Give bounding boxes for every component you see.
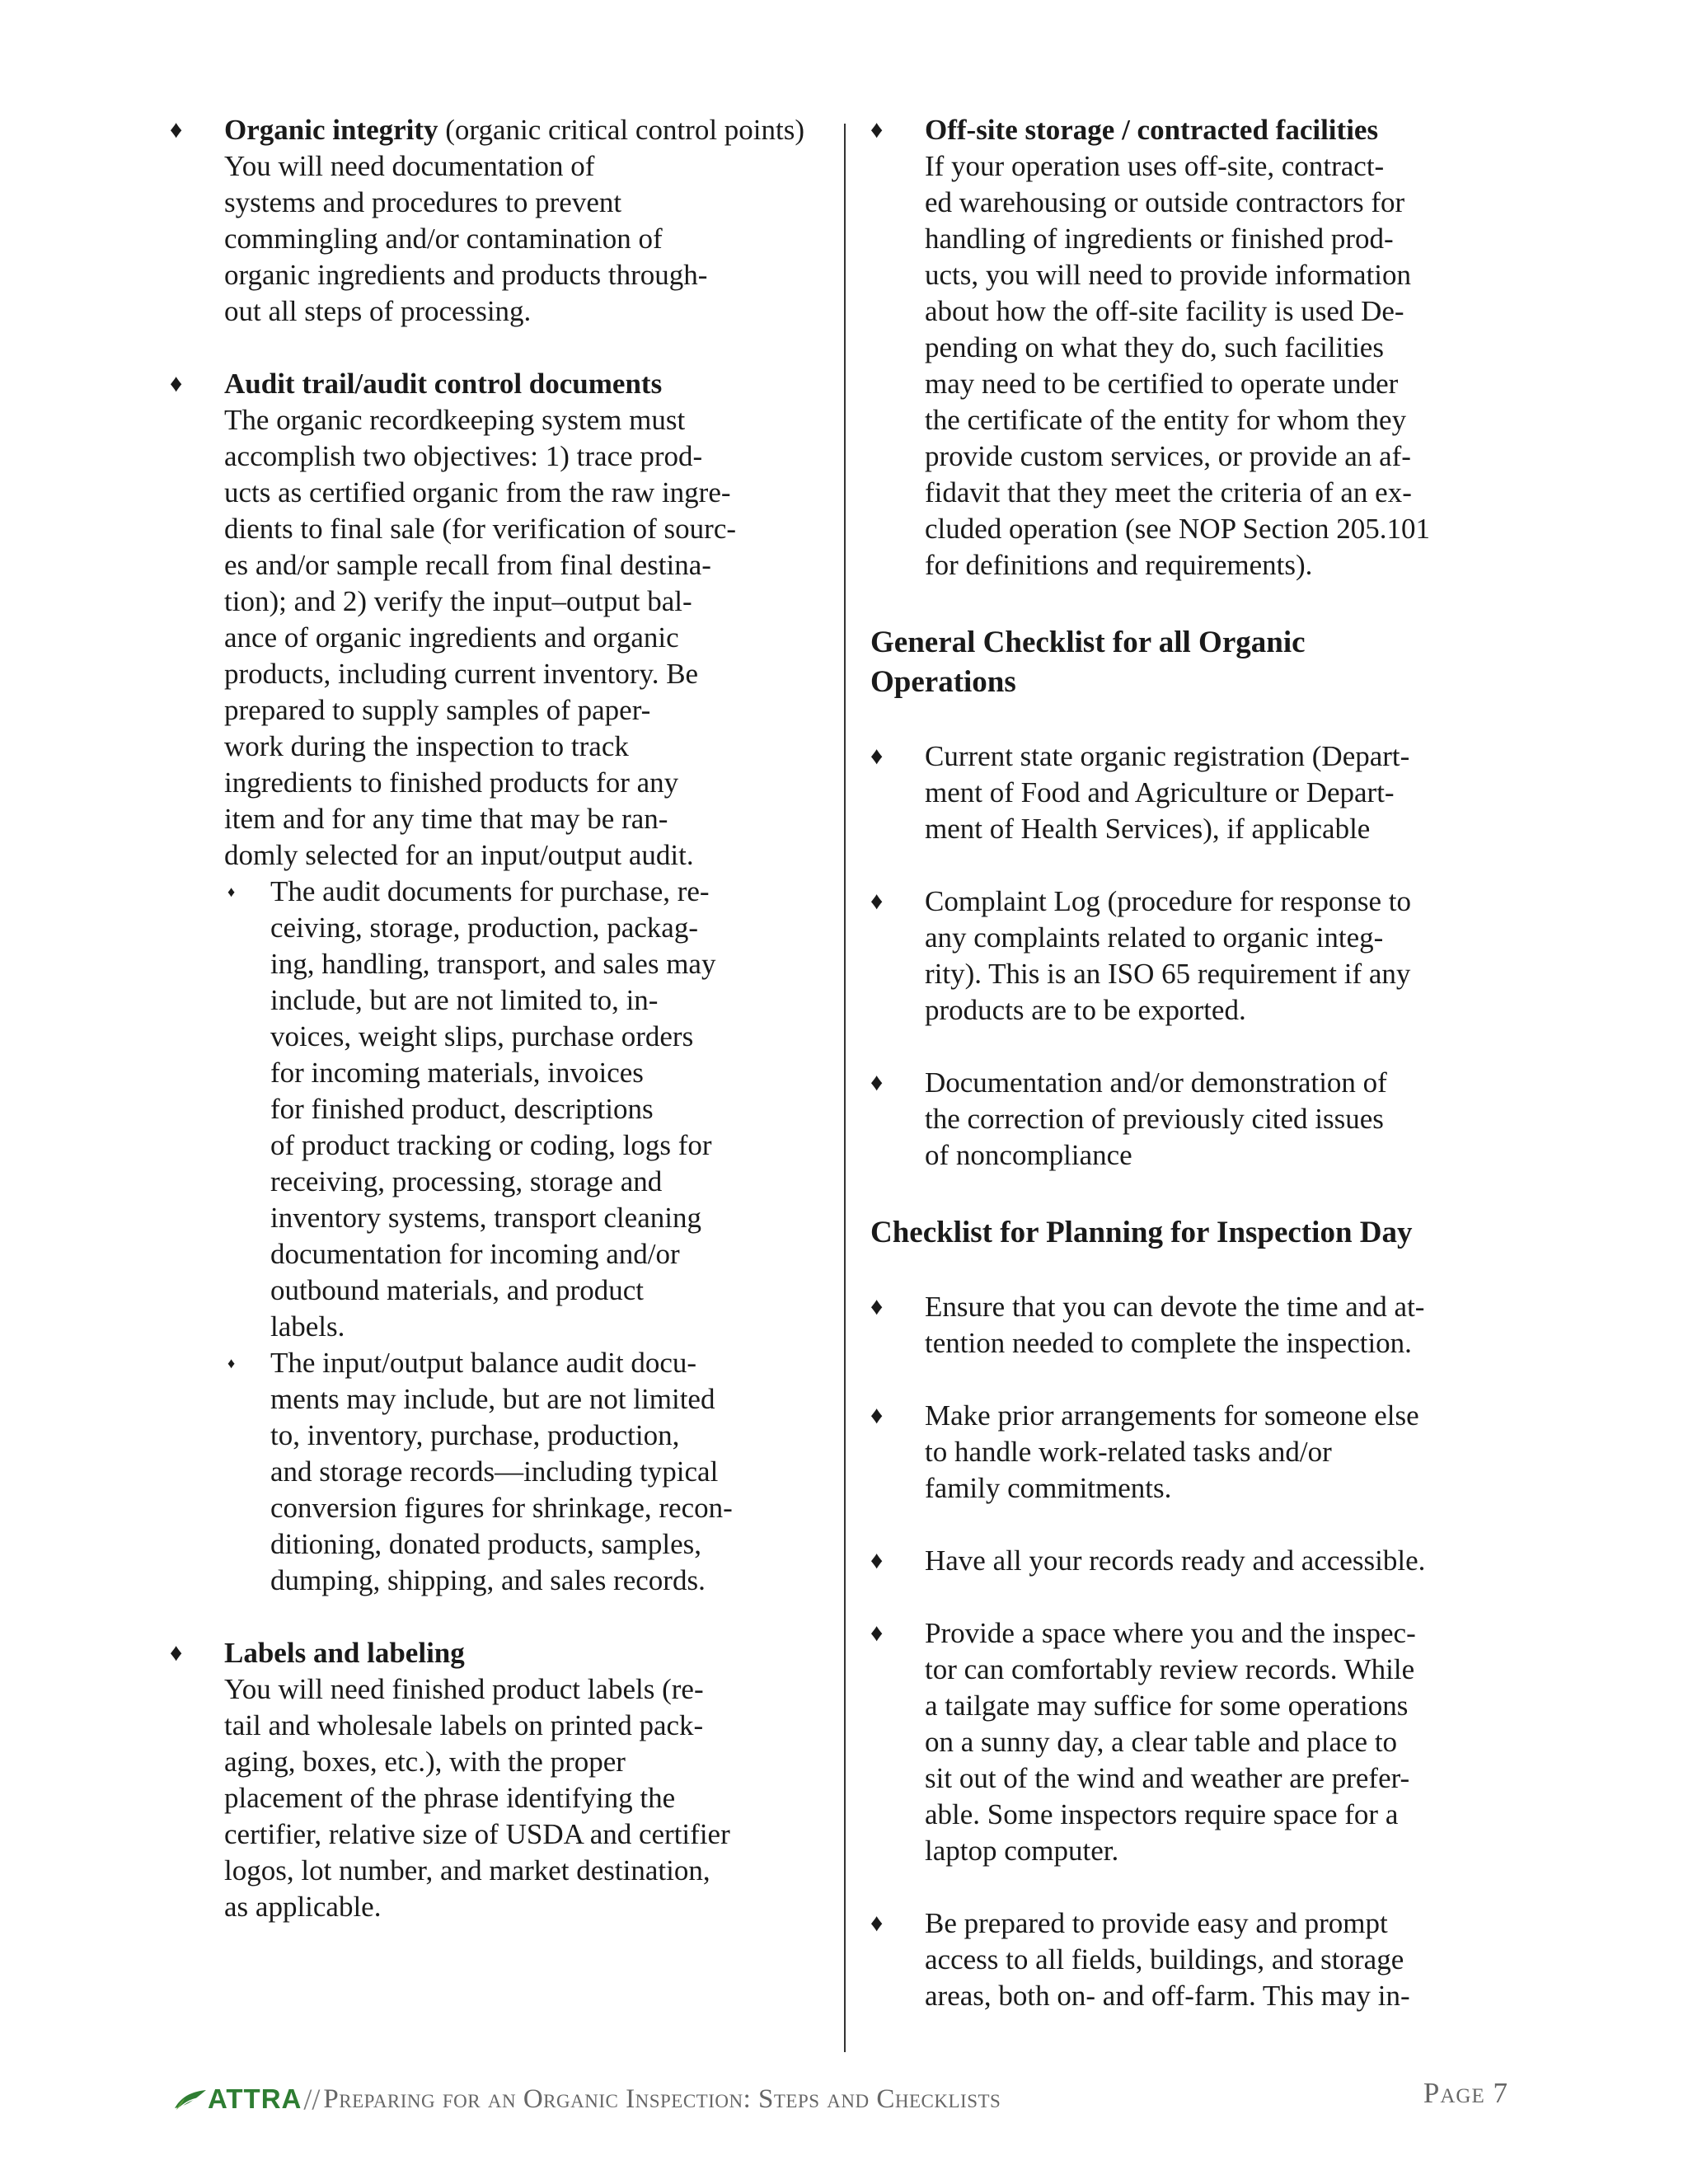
checklist-item: [870, 738, 1522, 847]
checklist-item: [870, 1065, 1522, 1174]
diamond-bullet-icon: ♦: [870, 1547, 884, 1574]
diamond-bullet-icon: ♦: [170, 116, 183, 143]
checklist-item: [870, 883, 1522, 1029]
logo-text: ATTRA: [208, 2083, 302, 2114]
left-column: [170, 112, 829, 1925]
checklist-item: [870, 1615, 1522, 1869]
item-heading: Labels and labeling: [224, 1637, 465, 1669]
page-footer: [173, 2077, 1508, 2126]
sub-list-item: [224, 874, 829, 1345]
right-column: [870, 112, 1522, 2014]
checklist-item: [870, 1398, 1522, 1507]
diamond-bullet-icon: ♦: [870, 1293, 884, 1320]
diamond-bullet-icon: ♦: [870, 1619, 884, 1647]
diamond-bullet-icon: ♦: [870, 888, 884, 915]
diamond-bullet-icon: ♦: [870, 743, 884, 770]
leaf-icon: [173, 2087, 208, 2111]
list-item-organic-integrity: [170, 112, 829, 330]
item-heading: Audit trail/audit control documents: [224, 368, 663, 400]
checklist-item-text: Complaint Log (procedure for response to any complaints related to organic integ- rity). This is an ISO 65 requirement if any products are to be exported.: [925, 885, 1411, 1026]
general-checklist-title: General Checklist for all Organic Operations: [870, 626, 1306, 699]
checklist-item-text: Current state organic registration (Depart- ment of Food and Agriculture or Depart- ment of Health Services), if applicable: [925, 740, 1410, 845]
diamond-bullet-icon: ♦: [870, 1069, 884, 1096]
checklist-item-text: Make prior arrangements for someone else to handle work-related tasks and/or family commitments.: [925, 1399, 1419, 1504]
list-item-labels: [170, 1635, 829, 1925]
checklist-item: [870, 1543, 1522, 1579]
list-item-audit-trail: [170, 366, 829, 1599]
checklist-item-text: Be prepared to provide easy and prompt access to all fields, buildings, and storage areas, both on- and off-farm. This may in-: [925, 1907, 1410, 2012]
item-body: The organic recordkeeping system must accomplish two objectives: 1) trace prod- ucts as certified organic from the raw ingre- dients to final sale (for verification of sourc- es and/or sample recall from final destina- tion); and 2) verify the input–output bal- ance of organic ingredients and organic products, including current inventory. Be prepared to supply samples of paper- work during the inspection to track ingredients to finished products for any item and for any time that may be ran- domly selected for an input/output audit.: [224, 404, 737, 871]
diamond-bullet-icon: ♦: [170, 1639, 183, 1666]
footer-title: Preparing for an Organic Inspection: Steps and Checklists: [323, 2083, 1001, 2114]
checklist-item: [870, 1289, 1522, 1361]
diamond-bullet-icon: ♦: [870, 116, 884, 143]
footer-separator: //: [303, 2083, 321, 2116]
item-heading-rest: (organic critical control points): [438, 114, 805, 146]
item-heading: Off-site storage / contracted facilities: [925, 114, 1379, 146]
checklist-item-text: Documentation and/or demonstration of the correction of previously cited issues of noncompliance: [925, 1066, 1387, 1171]
item-body: You will need finished product labels (re- tail and wholesale labels on printed pack- aging, boxes, etc.), with the proper placement of the phrase identifying the certifier, relative size of USDA and certifier logos, lot number, and market destination, as applicable.: [224, 1673, 730, 1923]
list-item-offsite-storage: [870, 112, 1522, 583]
checklist-item-text: Ensure that you can devote the time and at- tention needed to complete the inspection.: [925, 1291, 1425, 1359]
diamond-bullet-icon: ♦: [870, 1910, 884, 1937]
column-divider: [844, 124, 846, 2052]
diamond-bullet-icon: ♦: [870, 1402, 884, 1429]
planning-checklist-title: Checklist for Planning for Inspection Day: [870, 1216, 1413, 1249]
small-diamond-bullet-icon: ♦: [227, 883, 236, 900]
diamond-bullet-icon: ♦: [170, 370, 183, 397]
checklist-item: [870, 1905, 1522, 2014]
page-label: Page: [1423, 2077, 1485, 2109]
sub-item-text: The input/output balance audit docu- ments may include, but are not limited to, inventory, purchase, production, and storage records—including typical conversion figures for shrinkage, recon- ditioning, donated products, samples, dumping, shipping, and sales records.: [270, 1347, 733, 1596]
checklist-item-text: Have all your records ready and accessible.: [925, 1544, 1426, 1577]
page-number: [1423, 2077, 1508, 2110]
sub-list: [224, 874, 829, 1599]
page-number-value: 7: [1493, 2077, 1508, 2109]
sub-item-text: The audit documents for purchase, re- ceiving, storage, production, packag- ing, handling, transport, and sales may include, but are not limited to, in- voices, weight slips, purchase orders for incoming materials, invoices for finished product, descriptions of product tracking or coding, logs for receiving, processing, storage and inventory systems, transport cleaning documentation for incoming and/or outbound materials, and product labels.: [270, 875, 716, 1343]
item-heading: Organic integrity: [224, 114, 438, 146]
small-diamond-bullet-icon: ♦: [227, 1355, 236, 1371]
item-body: You will need documentation of systems and procedures to prevent commingling and/or contamination of organic ingredients and products through- out all steps of processing.: [224, 150, 708, 327]
attra-logo: [173, 2082, 1001, 2116]
item-body: If your operation uses off-site, contract- ed warehousing or outside contractors for handling of ingredients or finished prod- ucts, you will need to provide information about how the off-site facility is used De- pending on what they do, such facilities may need to be certified to operate under the certificate of the entity for whom they provide custom services, or provide an af- fidavit that they meet the criteria of an ex- cluded operation (see NOP Section 205.101 for definitions and requirements).: [925, 150, 1431, 581]
sub-list-item: [224, 1345, 829, 1599]
checklist-item-text: Provide a space where you and the inspec- tor can comfortably review records. While a tailgate may suffice for some operations on a sunny day, a clear table and place to sit out of the wind and weather are prefer- able. Some inspectors require space for a laptop computer.: [925, 1617, 1416, 1867]
